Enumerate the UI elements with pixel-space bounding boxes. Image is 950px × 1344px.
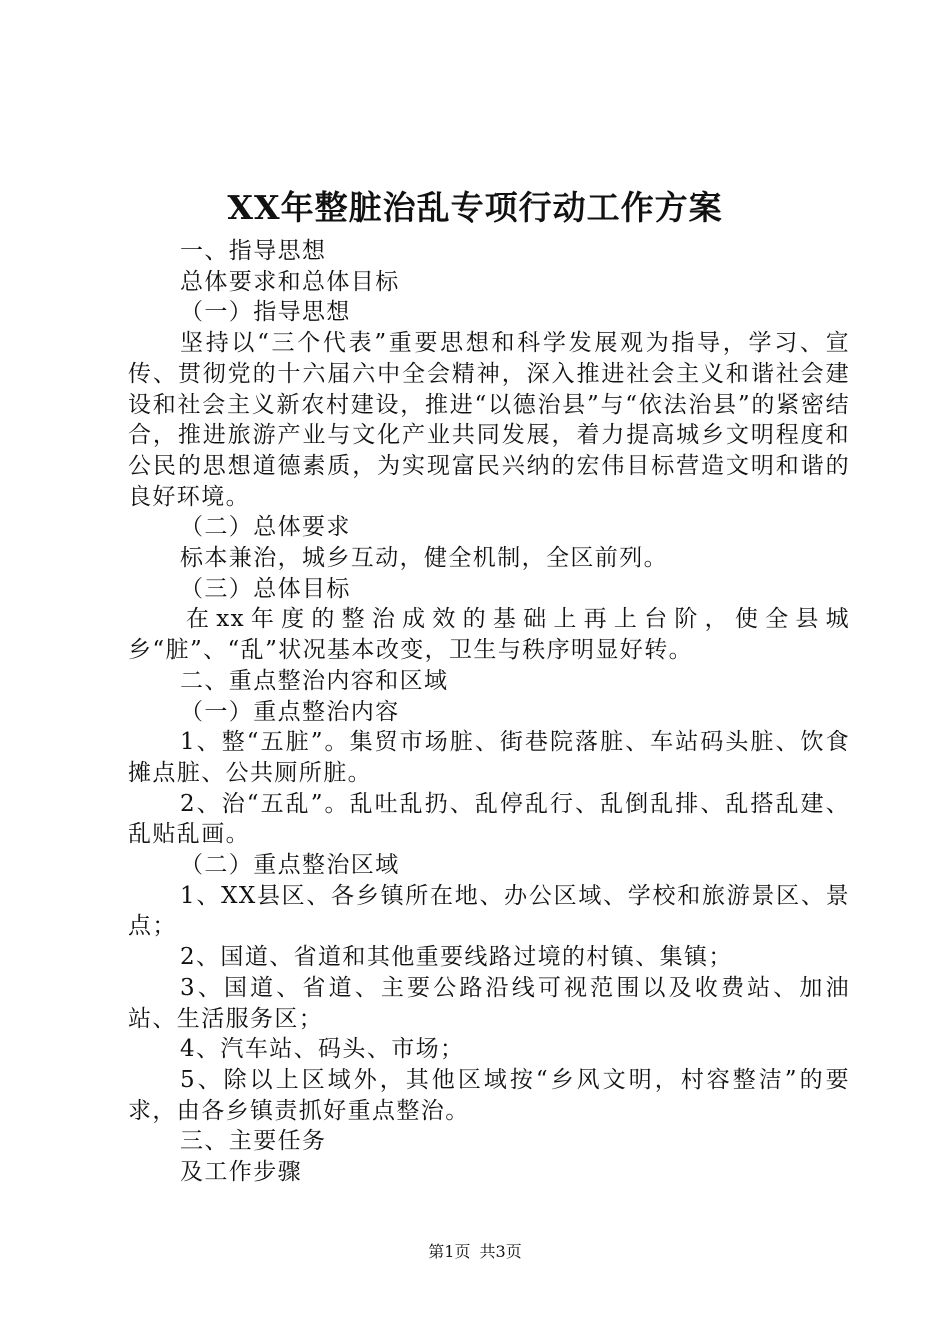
paragraph: （一）指导思想	[180, 299, 351, 326]
paragraph: 坚持以“三个代表”重要思想和科学发展观为指导，学习、宣传、贯彻党的十六届六中全会精神，深入推进社会主义和谐社会建设和社会主义新农村建设，推进“以德治县”与“依法治县”的紧密结合，推进旅游产业与文化产业共同发展，着力提高城乡文明程度和公民的思想道德素质，为实现富民兴纳的宏伟目标营造文明和谐的良好环境。	[128, 330, 850, 510]
paragraph: 在xx年度的整治成效的基础上再上台阶，使全县城乡“脏”、“乱”状况基本改变，卫生与秩序明显好转。	[128, 606, 850, 664]
document-title: XX年整脏治乱专项行动工作方案	[227, 188, 723, 227]
paragraph: 三、主要任务	[180, 1128, 327, 1155]
paragraph: 二、重点整治内容和区域	[180, 667, 449, 694]
page-number: 第1页	[428, 1242, 471, 1261]
document-body	[128, 236, 850, 1188]
paragraph: （三）总体目标	[180, 575, 351, 602]
paragraph: 及工作步骤	[180, 1159, 302, 1186]
paragraph: 一、指导思想	[180, 238, 327, 264]
paragraph: 3、国道、省道、主要公路沿线可视范围以及收费站、加油站、生活服务区；	[128, 974, 850, 1032]
paragraph: 1、整“五脏”。集贸市场脏、街巷院落脏、车站码头脏、饮食摊点脏、公共厕所脏。	[128, 729, 850, 786]
paragraph: 2、国道、省道和其他重要线路过境的村镇、集镇；	[180, 944, 733, 971]
paragraph: 总体要求和总体目标	[180, 268, 400, 295]
paragraph: （二）总体要求	[180, 514, 351, 541]
paragraph: 5、除以上区域外，其他区域按“乡风文明，村容整洁”的要求，由各乡镇责抓好重点整治。	[128, 1066, 850, 1124]
paragraph: （一）重点整治内容	[180, 698, 400, 725]
paragraph: 4、汽车站、码头、市场；	[180, 1036, 465, 1063]
paragraph: 标本兼治，城乡互动，健全机制，全区前列。	[180, 545, 668, 572]
paragraph: 2、治“五乱”。乱吐乱扔、乱停乱行、乱倒乱排、乱搭乱建、乱贴乱画。	[128, 790, 850, 848]
paragraph: 1、XX县区、各乡镇所在地、办公区域、学校和旅游景区、景点；	[128, 882, 850, 940]
page-footer	[0, 1240, 950, 1264]
paragraph: （二）重点整治区域	[180, 852, 400, 879]
page-total: 共3页	[479, 1242, 522, 1261]
